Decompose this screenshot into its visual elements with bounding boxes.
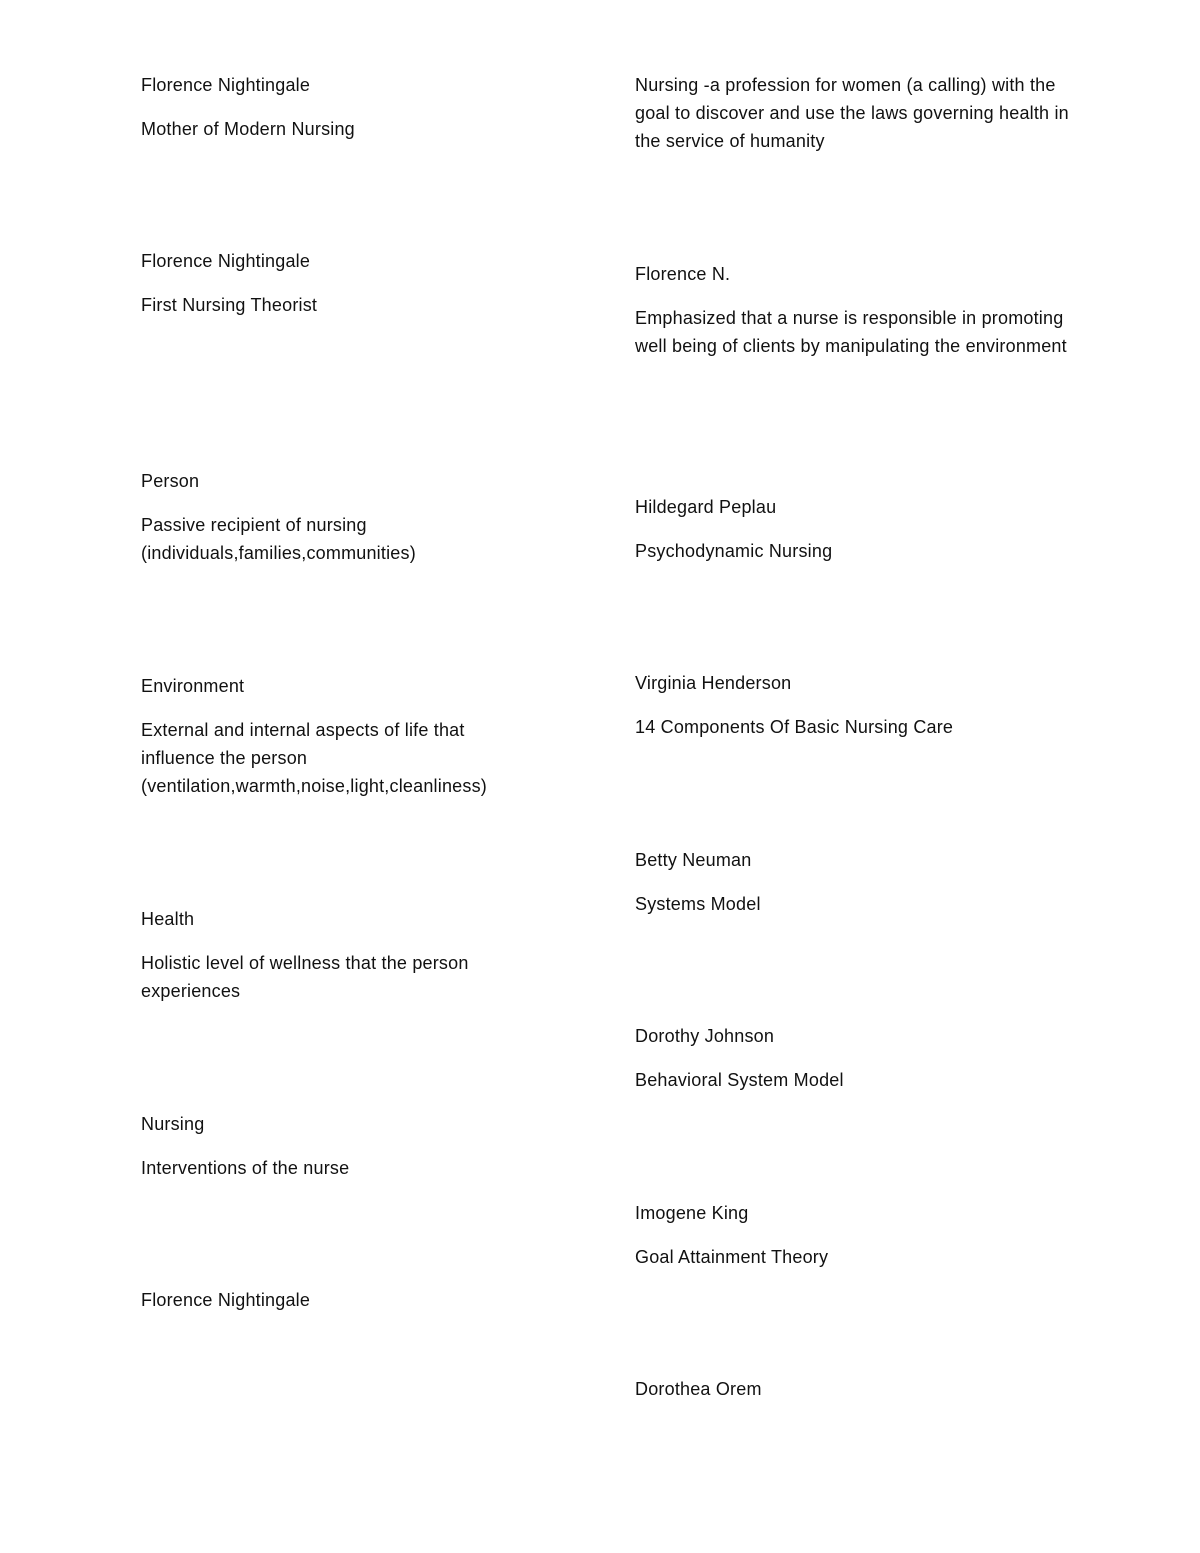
flashcard-right-1 [635,71,1075,155]
flashcard-right-4 [635,669,1075,741]
flashcard-right-8 [635,1375,1075,1419]
flashcard-right-7 [635,1199,1075,1271]
flashcard-term: Dorothy Johnson [635,1026,775,1046]
flashcard-term: Imogene King [635,1203,749,1223]
flashcard-term: Environment [141,676,245,696]
flashcard-term: Florence Nightingale [141,1290,311,1310]
flashcard-definition: Behavioral System Model [635,1070,844,1090]
flashcard-term: Dorothea Orem [635,1379,762,1399]
flashcard-left-4 [141,672,541,800]
flashcard-left-3 [141,467,541,567]
flashcard-definition: Systems Model [635,894,761,914]
flashcard-definition: Psychodynamic Nursing [635,541,833,561]
flashcard-definition: Emphasized that a nurse is responsible in promoting well being of clients by manipulating the environment [635,308,1067,356]
flashcard-term: Person [141,471,200,491]
flashcard-term: Virginia Henderson [635,673,792,693]
flashcard-term: Florence Nightingale [141,75,311,95]
flashcard-definition: External and internal aspects of life that influence the person (ventilation,warmth,noise,light,cleanliness) [141,720,487,796]
flashcard-term: Florence N. [635,264,731,284]
flashcard-definition: Interventions of the nurse [141,1158,350,1178]
flashcard-term: Betty Neuman [635,850,752,870]
flashcard-left-2 [141,247,541,319]
flashcard-definition: Nursing -a profession for women (a calling) with the goal to discover and use the laws governing health in the service of humanity [635,75,1069,151]
flashcard-left-7 [141,1286,541,1330]
flashcard-definition: 14 Components Of Basic Nursing Care [635,717,954,737]
flashcard-definition: Passive recipient of nursing (individuals,families,communities) [141,515,416,563]
flashcard-term: Health [141,909,195,929]
flashcard-right-6 [635,1022,1075,1094]
flashcard-left-6 [141,1110,541,1182]
flashcard-definition: First Nursing Theorist [141,295,318,315]
flashcard-term: Hildegard Peplau [635,497,777,517]
flashcard-left-1 [141,71,541,143]
flashcard-definition: Goal Attainment Theory [635,1247,829,1267]
flashcard-right-2 [635,260,1075,360]
flashcard-left-5 [141,905,541,1005]
flashcard-right-5 [635,846,1075,918]
flashcard-term: Florence Nightingale [141,251,311,271]
flashcard-definition: Mother of Modern Nursing [141,119,355,139]
flashcard-term: Nursing [141,1114,205,1134]
flashcard-definition: Holistic level of wellness that the person experiences [141,953,469,1001]
flashcard-right-3 [635,493,1075,565]
